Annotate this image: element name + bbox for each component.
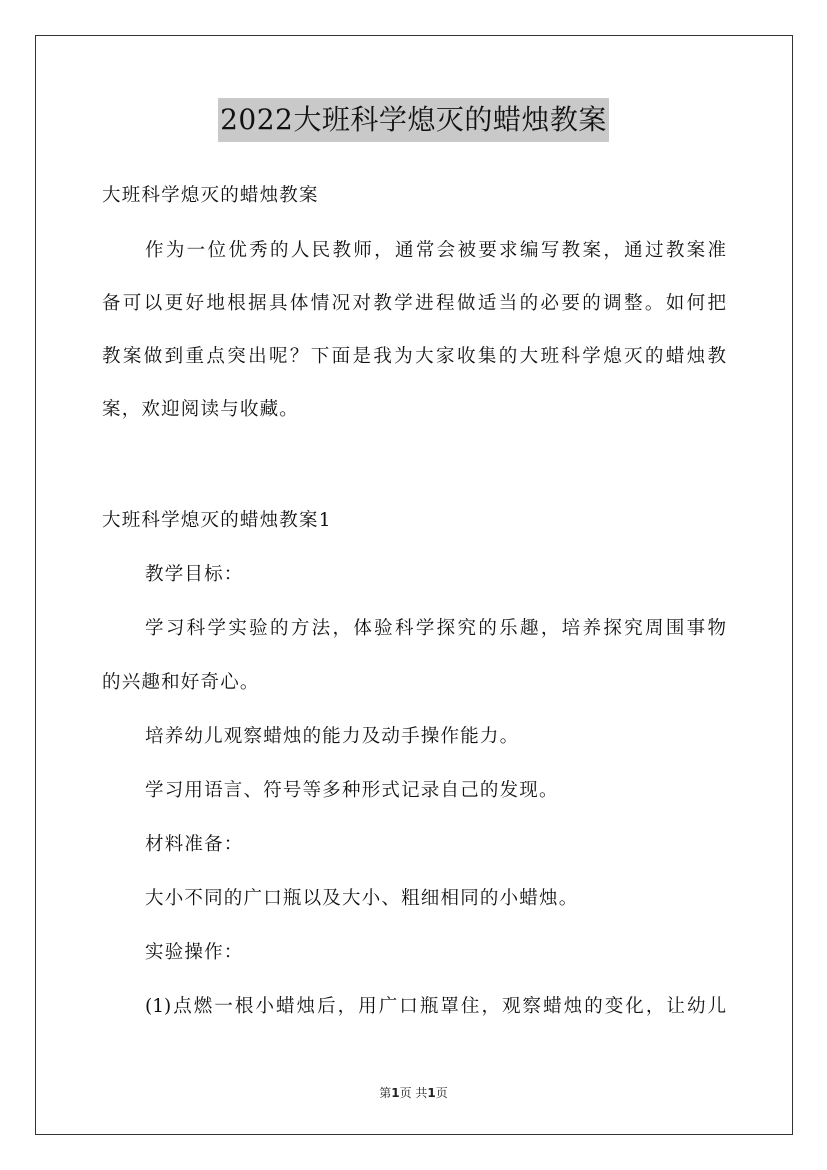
- document-title: 2022大班科学熄灭的蜡烛教案: [218, 98, 609, 142]
- goal-3: 学习用语言、符号等多种形式记录自己的发现。: [145, 780, 559, 801]
- section-heading: 大班科学熄灭的蜡烛教案1: [102, 510, 332, 531]
- materials-text: 大小不同的广口瓶以及大小、粗细相同的小蜡烛。: [145, 888, 579, 909]
- footer-mid: 页 共: [399, 1086, 428, 1100]
- experiment-step-1: (1)点燃一根小蜡烛后，用广口瓶罩住，观察蜡烛的变化，让幼儿: [145, 996, 726, 1017]
- title-container: [0, 98, 827, 142]
- footer-total-pages: 1: [427, 1086, 436, 1100]
- goal-1-line-1: 学习科学实验的方法，体验科学探究的乐趣，培养探究周围事物: [145, 618, 726, 639]
- goal-1-line-2: 的兴趣和好奇心。: [102, 672, 260, 693]
- goal-2: 培养幼儿观察蜡烛的能力及动手操作能力。: [145, 726, 520, 747]
- intro-line-4: 案，欢迎阅读与收藏。: [102, 399, 300, 420]
- intro-line-3: 教案做到重点突出呢？下面是我为大家收集的大班科学熄灭的蜡烛教: [102, 346, 726, 367]
- footer-prefix: 第: [379, 1086, 392, 1100]
- page-footer: [0, 1084, 827, 1101]
- materials-heading: 材料准备：: [145, 834, 244, 855]
- document-subtitle: 大班科学熄灭的蜡烛教案: [102, 185, 319, 206]
- footer-suffix: 页: [435, 1086, 448, 1100]
- experiment-heading: 实验操作：: [145, 942, 244, 963]
- goals-heading: 教学目标：: [145, 564, 244, 585]
- intro-line-2: 备可以更好地根据具体情况对教学进程做适当的必要的调整。如何把: [102, 293, 726, 314]
- intro-line-1: 作为一位优秀的人民教师，通常会被要求编写教案，通过教案准: [145, 240, 726, 261]
- footer-page-number: 1: [391, 1086, 400, 1100]
